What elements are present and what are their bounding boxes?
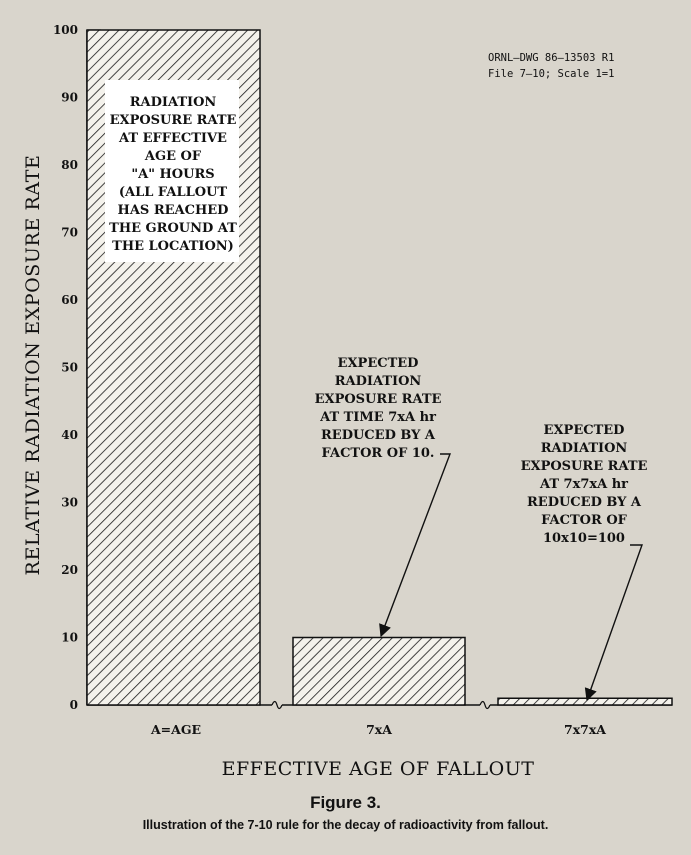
drawing-id-line-1: ORNL–DWG 86–13503 R1 — [488, 52, 615, 64]
annotation-text-line: EXPOSURE RATE — [520, 459, 648, 474]
figure-caption-title: Figure 3. — [310, 793, 381, 812]
bar — [293, 638, 465, 706]
y-tick-label: 100 — [52, 23, 78, 37]
annotation-text-line: EXPECTED — [543, 423, 625, 438]
x-axis-title: EFFECTIVE AGE OF FALLOUT — [221, 758, 535, 780]
y-tick-label: 80 — [61, 158, 78, 172]
y-tick-label: 10 — [61, 630, 78, 645]
y-tick-label: 50 — [61, 360, 78, 375]
annotation-text-line: AGE OF — [144, 149, 202, 164]
x-tick-label: 7xA — [366, 722, 392, 737]
drawing-id-line-2: File 7–10; Scale 1=1 — [488, 68, 615, 80]
annotation-text-line: HAS REACHED — [117, 203, 229, 218]
bar — [498, 698, 672, 705]
axis-break-mark — [480, 702, 490, 709]
y-tick-label: 30 — [61, 495, 78, 510]
annotation-text-line: EXPOSURE RATE — [109, 113, 237, 128]
annotation-text-line: FACTOR OF 10. — [321, 446, 435, 461]
x-tick-label: 7x7xA — [564, 722, 606, 737]
y-tick-label: 20 — [61, 563, 78, 577]
annotation-text-line: AT EFFECTIVE — [119, 131, 227, 146]
annotation-arrow — [381, 454, 450, 636]
y-tick-label: 70 — [61, 225, 78, 240]
annotation-text-line: 10x10=100 — [543, 531, 625, 546]
annotation-text-line: THE GROUND AT — [109, 221, 237, 236]
figure-caption-text: Illustration of the 7-10 rule for the decay of radioactivity from fallout. — [142, 818, 549, 832]
annotation-text-line: EXPECTED — [337, 356, 419, 371]
drawing-id — [488, 50, 614, 82]
annotation-text-line: RADIATION — [129, 95, 217, 110]
y-tick-label: 40 — [61, 428, 78, 442]
annotation-text-line: "A" HOURS — [131, 167, 215, 182]
y-tick-label: 90 — [61, 90, 78, 105]
annotation-text-line: THE LOCATION) — [112, 239, 234, 254]
annotation-text-line: AT TIME 7xA hr — [320, 410, 436, 425]
annotation-text-line: FACTOR OF — [541, 513, 627, 528]
x-tick-label: A=AGE — [150, 722, 202, 737]
annotation-text-line: RADIATION — [334, 374, 422, 389]
annotation-text-line: EXPOSURE RATE — [314, 392, 442, 407]
axis-break-mark — [272, 702, 282, 709]
annotation-text-line: RADIATION — [540, 441, 628, 456]
y-tick-label: 0 — [69, 698, 78, 712]
annotation-text-line: REDUCED BY A — [526, 495, 642, 510]
annotation-text-line: REDUCED BY A — [320, 428, 436, 443]
y-axis-title: RELATIVE RADIATION EXPOSURE RATE — [22, 154, 44, 576]
y-tick-label: 60 — [61, 293, 78, 307]
annotation-text-line: (ALL FALLOUT — [118, 185, 228, 200]
annotation-text-line: AT 7x7xA hr — [539, 477, 629, 492]
annotation-arrow — [587, 545, 642, 700]
